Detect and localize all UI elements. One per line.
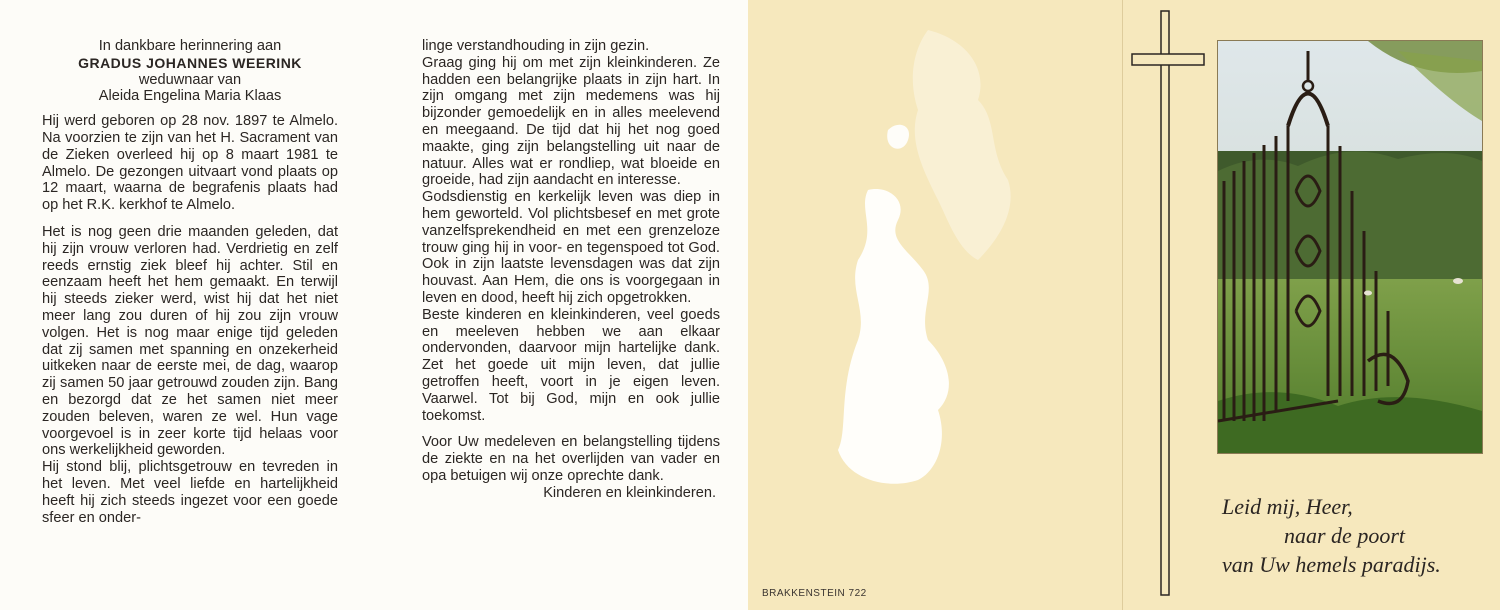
deceased-name: GRADUS JOHANNES WEERINK bbox=[78, 54, 302, 71]
garden-gate-photo bbox=[1217, 40, 1483, 454]
paragraph-loss: Het is nog geen drie maanden geleden, dat hij zijn vrouw verloren had. Verdrietig en zelf reeds ernstig ziek bleef hij achter. Stil en eenzaam heeft het hem gemaakt. En terwijl hij steeds zieker werd, wist hij dat het niet meer lang zou duren of hij zou zijn vrouw volgen. Het is nog maar enige tijd geleden dat zij samen met spanning en onzekerheid uitkeken naar de eerste mei, de dag, waarop zij samen 50 jaar getrouwd zouden zijn. Bang en bezorgd dat ze het samen niet meer zouden beleven, waren ze wel. Hun vage voorgevoel is in zeer korte tijd helaas voor ons werkelijkheid geworden. bbox=[42, 223, 338, 459]
right-text-column bbox=[422, 38, 720, 502]
verse-line-3: van Uw hemels paradijs. bbox=[1222, 552, 1441, 577]
paragraph-thanks: Voor Uw medeleven en belangstelling tijdens de ziekte en na het overlijden van vader en opa betuigen wij onze oprechte dank. bbox=[422, 434, 720, 484]
memorial-heading bbox=[42, 38, 338, 105]
paragraph-continuation: linge verstandhouding in zijn gezin. bbox=[422, 38, 650, 54]
heading-line-intro: In dankbare herinnering aan bbox=[98, 38, 282, 54]
spouse-name: Aleida Engelina Maria Klaas bbox=[98, 88, 282, 105]
paragraph-biography: Hij werd geboren op 28 nov. 1897 te Almelo. Na voorzien te zijn van het H. Sacrament van de Zieken overleed hij op 8 maart 1981 te Almelo. De gezongen uitvaart vond plaats op 12 maart, waarna de begrafenis plaats had op het R.K. kerkhof te Almelo. bbox=[42, 113, 338, 214]
torn-paper-patch bbox=[828, 10, 1028, 510]
signature: Kinderen en kleinkinderen. bbox=[543, 484, 716, 501]
verse-line-2: naar de poort bbox=[1284, 523, 1405, 548]
verse-text bbox=[1222, 492, 1492, 579]
paragraph-farewell: Beste kinderen en kleinkinderen, veel goeds en meeleven hebben we aan elkaar ondervonden, daarvoor mijn hartelijke dank. Zet het goede uit mijn leven, dat jullie getroffen heeft, voort in je eigen leven. Vaarwel. Tot bij God, mijn en ook jullie toekomst. bbox=[422, 306, 720, 424]
paragraph-character: Hij stond blij, plichtsgetrouw en tevreden in het leven. Met veel liefde en hartelijkheid heeft hij zich steeds ingezet voor een goede sfeer en onder- bbox=[42, 459, 338, 526]
publisher-code: BRAKKENSTEIN 722 bbox=[762, 588, 867, 599]
left-text-column bbox=[42, 38, 338, 526]
paragraph-faith: Godsdienstig en kerkelijk leven was diep in hem geworteld. Vol plichtsbesef en met grote vanzelfsprekendheid en met een grenzeloze trouw ging hij in voor- en tegenspoed tot God. Ook in zijn laatste levensdagen was dat zijn houvast. Aan Hem, die ons is voorgegaan in leven en dood, heeft hij zich opgetrokken. bbox=[422, 189, 720, 306]
cross-icon bbox=[1130, 10, 1206, 596]
inner-page bbox=[0, 0, 748, 610]
fold-line bbox=[1122, 0, 1123, 610]
heading-line-widower: weduwnaar van bbox=[138, 71, 242, 88]
verse-line-1: Leid mij, Heer, bbox=[1222, 494, 1353, 519]
paragraph-grandchildren: Graag ging hij om met zijn kleinkinderen. Ze hadden een belangrijke plaats in zijn hart. In zijn omgang met zijn medemens was hij bijzonder gemoedelijk en in alles meelevend en meegaand. De tijd dat hij het nog goed maakte, ging zijn belangstelling uit naar de natuur. Alles wat er rondliep, wat bloeide en groeide, had zijn aandacht en interesse. bbox=[422, 54, 720, 189]
